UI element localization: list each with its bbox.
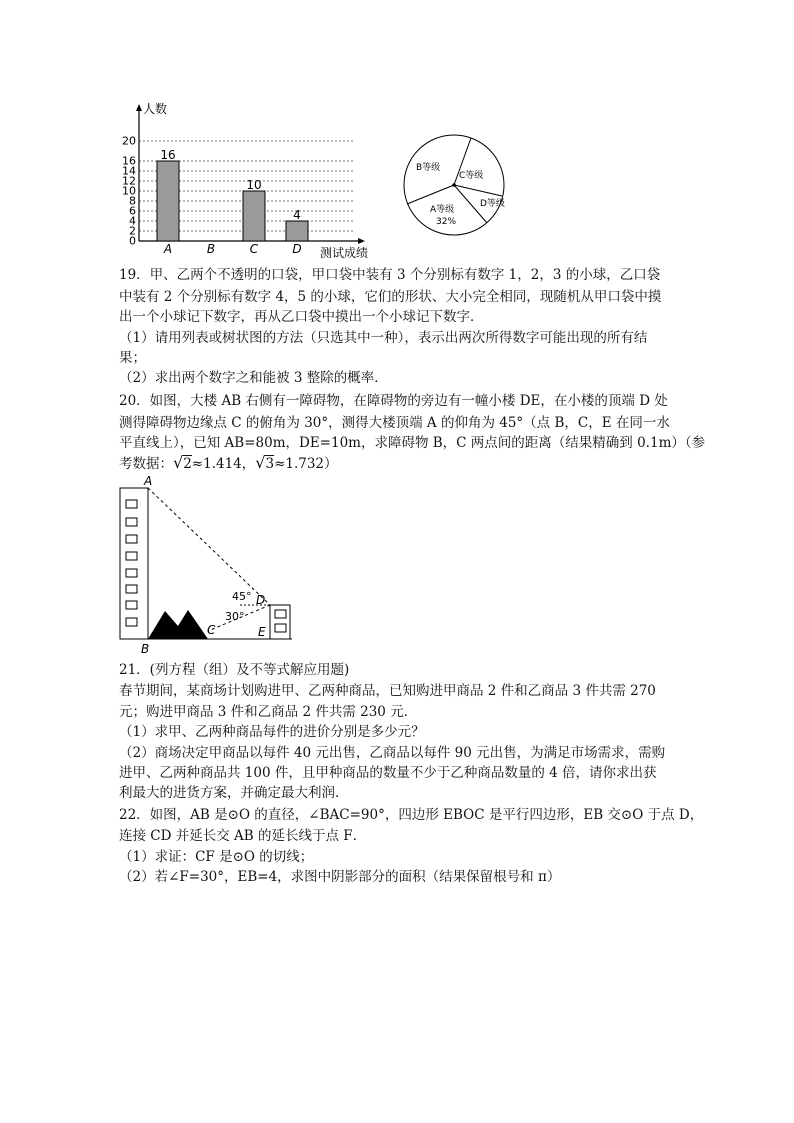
p22-line-3: （1）求证：CF 是⊙O 的切线； <box>119 849 314 865</box>
p21-line-5: （2）商场决定甲商品以每件 40 元出售，乙商品以每件 90 元出售，为满足市场需求，需购 <box>119 745 666 761</box>
p20-ref-sqrt2-val: ≈1.414， <box>191 456 256 472</box>
bar-C <box>243 191 265 241</box>
label-e: E <box>258 625 266 639</box>
y-tick-label: 6 <box>129 204 136 218</box>
p19-line-3: 出一个小球记下数字，再从乙口袋中摸出一个小球记下数字． <box>119 309 484 325</box>
y-tick-label: 10 <box>122 184 136 198</box>
p21-line-6: 进甲、乙两种商品共 100 件，且甲种商品的数量不少于乙种商品数量的 4 倍，请你求出获 <box>119 765 657 781</box>
x-axis-arrow <box>358 238 365 244</box>
category-label-B: B <box>206 242 216 256</box>
category-labels <box>163 242 302 256</box>
p20-ref-prefix: 考数据： <box>119 456 173 472</box>
y-tick-label: 8 <box>129 194 136 208</box>
label-c: C <box>207 623 216 637</box>
p19-line-5: 果； <box>119 350 146 366</box>
data-label-D: 4 <box>293 208 301 222</box>
category-label-D: D <box>292 242 302 256</box>
pie-center <box>452 183 456 187</box>
pie-label-c: C等级 <box>459 171 484 181</box>
p20-ref-sqrt3-val: ≈1.732） <box>274 456 338 472</box>
p19-line-4: （1）请用列表或树状图的方法（只选其中一种），表示出两次所得数字可能出现的所有结 <box>119 330 648 346</box>
sqrt-icon: √ <box>173 453 184 472</box>
y-tick-labels <box>122 135 136 248</box>
p19-line-1: 19．甲、乙两个不透明的口袋，甲口袋中装有 3 个分别标有数字 1，2，3 的小球，乙口袋 <box>119 267 661 283</box>
y-axis-label: 人数 <box>143 102 168 116</box>
p21-line-2: 春节期间，某商场计划购进甲、乙两种商品，已知购进甲商品 2 件和乙商品 3 件共需 270 <box>119 683 656 699</box>
angle-45: 45° <box>232 590 252 603</box>
p19-line-6: （2）求出两个数字之和能被 3 整除的概率． <box>119 370 388 386</box>
pie-label-b: B等级 <box>416 163 441 173</box>
p20-line-3: 平直线上），已知 AB=80m，DE=10m，求障碍物 B，C 两点间的距离（结果精确到 0.1m）（参 <box>119 435 706 451</box>
p20-line-2: 测得障碍物边缘点 C 的俯角为 30°，测得大楼顶端 A 的仰角为 45°（点 B，C，E 在同一水 <box>119 415 670 431</box>
label-d: D <box>256 593 266 607</box>
bar-chart <box>115 100 385 260</box>
angle-30: 30° <box>225 610 245 623</box>
data-label-C: 10 <box>246 178 262 192</box>
pie-chart <box>398 128 510 243</box>
x-axis-label: 测试成绩 <box>320 246 369 260</box>
sqrt-icon: √ <box>255 453 266 472</box>
y-tick-label: 16 <box>122 154 136 168</box>
y-tick-label: 4 <box>129 214 136 228</box>
obstacle <box>148 610 208 639</box>
p21-line-7: 利最大的进货方案，并确定最大利润． <box>119 785 349 801</box>
p20-ref-sqrt2: 2 <box>183 456 192 472</box>
y-tick-label: 20 <box>122 134 136 148</box>
bar-A <box>157 161 179 241</box>
category-label-A: A <box>163 242 173 256</box>
building-ab <box>120 488 148 639</box>
y-tick-label: 12 <box>122 174 136 188</box>
p20-line-4 <box>119 453 338 474</box>
pie-label-a-percent: 32% <box>436 217 457 227</box>
y-tick-label: 0 <box>129 234 136 248</box>
line-ad <box>148 488 270 605</box>
p22-line-4: （2）若∠F=30°，EB=4，求图中阴影部分的面积（结果保留根号和 π） <box>119 869 561 885</box>
pie-label-a: A等级 <box>430 205 455 215</box>
data-label-A: 16 <box>160 148 176 162</box>
p22-line-2: 连接 CD 并延长交 AB 的延长线于点 F． <box>119 828 367 844</box>
p21-line-3: 元；购进甲商品 3 件和乙商品 2 件共需 230 元． <box>119 704 418 720</box>
p19-line-2: 中装有 2 个分别标有数字 4，5 的小球，它们的形状、大小完全相同，现随机从甲口袋中摸 <box>119 289 662 305</box>
p20-ref-sqrt3: 3 <box>265 456 275 472</box>
pie-label-d: D等级 <box>480 199 505 209</box>
p21-line-4: （1）求甲、乙两种商品每件的进价分别是多少元？ <box>119 724 425 740</box>
label-a: A <box>144 474 153 488</box>
category-label-C: C <box>249 242 259 256</box>
label-b: B <box>141 642 150 655</box>
building-figure <box>110 473 300 655</box>
p20-line-1: 20．如图，大楼 AB 右侧有一障碍物，在障碍物的旁边有一幢小楼 DE，在小楼的顶端 D 处 <box>119 393 668 409</box>
p21-line-1: 21．(列方程（组）及不等式解应用题) <box>119 662 350 678</box>
y-tick-label: 14 <box>122 164 136 178</box>
bar-D <box>286 221 308 241</box>
y-axis-arrow <box>136 104 142 111</box>
p22-line-1: 22．如图，AB 是⊙O 的直径，∠BAC=90°，四边形 EBOC 是平行四边形，EB 交⊙O 于点 D， <box>119 807 704 823</box>
y-tick-label: 2 <box>129 224 136 238</box>
